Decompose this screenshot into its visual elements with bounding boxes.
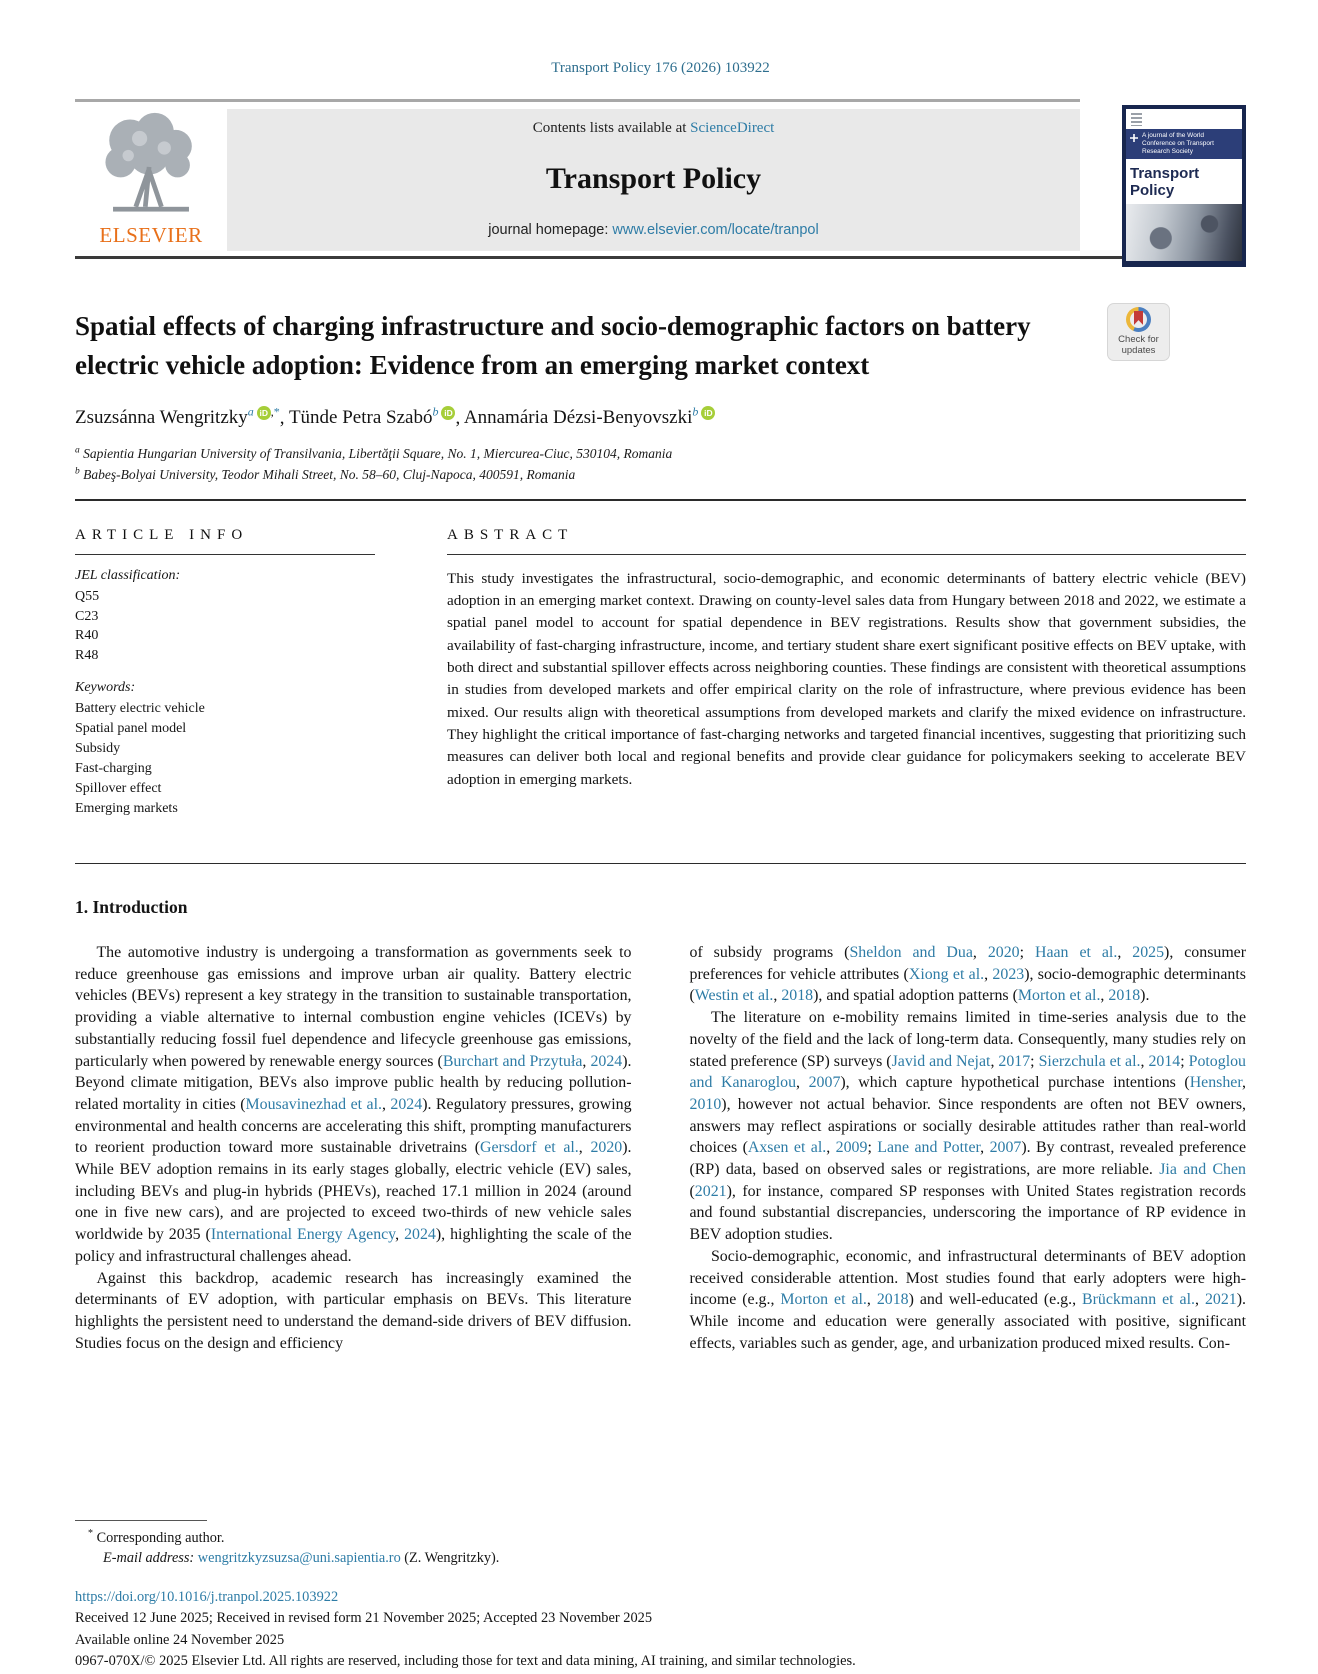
homepage-prefix: journal homepage: (488, 221, 613, 238)
homepage-line (488, 222, 818, 238)
citation-link[interactable]: Xiong et al. (908, 965, 985, 983)
author-name: Zsuzsánna Wengritzky$^a$ iD ,* (75, 404, 280, 428)
cover-society-line: A journal of the World Conference on Transport Research Society (1126, 129, 1242, 159)
citation-link[interactable]: Morton et al. (1017, 987, 1101, 1005)
authors-line: Zsuzsánna Wengritzky$^a$ iD ,*, Tünde Petra Szabó$^b$ iD , Annamária Dézsi-Benyovszki$^b$ iD (75, 405, 1246, 429)
paragraph: The automotive industry is undergoing a transformation as governments seek to reduce greenhouse gas emissions and improve urban air quality. Battery electric vehicles (BEVs) represent a key strategy in the transition to sustainable transportation, providing a viable alternative to internal combustion engine vehicles (ICEVs) by substantially reducing fossil fuel dependence and lifecycle greenhouse gas emissions, particularly when powered by renewable energy sources (Burchart and Przytuła, 2024). Beyond climate mitigation, BEVs also improve public health by reducing pollution-related mortality in cities (Mousavinezhad et al., 2024). Regulatory pressures, growing environmental and health concerns are accelerating this shift, prompting manufacturers to reorient production toward more sustainable drivetrains (Gersdorf et al., 2020). While BEV adoption remains in its early stages globally, electric vehicle (EV) sales, including BEVs and plug-in hybrids (PHEVs), reached 17.1 million in 2024 (around one in five new cars), and are projected to exceed two-thirds of new vehicle sales worldwide by 2035 (International Energy Agency, 2024), highlighting the scale of the policy and infrastructural challenges ahead. (75, 944, 632, 1265)
paragraph: The literature on e-mobility remains limited in time-series analysis due to the novelty of the field and the lack of long-term data. Consequently, many studies rely on stated preference (SP) surveys (Javid and Nejat, 2017; Sierzchula et al., 2014; Potoglou and Kanaroglou, 2007), which capture hypothetical purchase intentions (Hensher, 2010), however not actual behavior. Since respondents are often not BEV owners, answers may reflect aspirations or socially desirable attitudes rather than real-world choices (Axsen et al., 2009; Lane and Potter, 2007). By contrast, revealed preference (RP) data, based on observed sales or registrations, are more reliable. Jia and Chen (2021), for instance, compared SP responses with United States registration records and found substantial discrepancies, underscoring the importance of RP evidence in BEV adoption studies. (689, 1009, 1246, 1244)
footnote-rule (75, 1520, 207, 1521)
citation-link[interactable]: 2023 (992, 965, 1025, 983)
citation-link[interactable]: 2018 (1108, 987, 1141, 1005)
citation-link[interactable]: 2021 (694, 1182, 727, 1200)
abstract-rule (447, 554, 1246, 555)
crossmark-icon (1126, 307, 1151, 332)
citation-link[interactable]: 2014 (1148, 1052, 1181, 1070)
orcid-icon[interactable]: iD (441, 406, 455, 420)
copyright-line: 0967-070X/© 2025 Elsevier Ltd. All rights are reserved, including those for text and data mining, AI training, and similar technologies. (75, 1653, 856, 1670)
affiliation: $^b$ Babeş-Bolyai University, Teodor Mihali Street, No. 58–60, Cluj-Napoca, 400591, Romania (75, 466, 576, 483)
citation-link[interactable]: 2021 (1204, 1291, 1237, 1309)
abstract-text: This study investigates the infrastructural, socio-demographic, and economic determinants of battery electric vehicle (BEV) adoption in an emerging market context. Drawing on county-level sales data from Hungary between 2018 and 2022, we estimate a spatial panel model to account for spatial dependence in BEV registrations. Results show that government subsidies, the availability of fast-charging infrastructure, income, and tertiary student share exert significant positive effects on BEV uptake, with both direct and substantial spillover effects across neighboring counties. These findings are consistent with theoretical assumptions in studies from developed markets and offer empirical clarity on the role of infrastructure, where previous evidence has been mixed. Our results align with theoretical assumptions from developed markets and clarify the mixed evidence on infrastructure. They highlight the critical importance of fast-charging networks and targeted financial incentives, suggesting that prioritizing such measures can deliver both local and regional benefits and provide clear guidance for policymakers seeking to accelerate BEV adoption in emerging markets. (447, 569, 1246, 788)
keyword: Battery electric vehicle (75, 701, 205, 717)
citation-link[interactable]: 2018 (781, 987, 814, 1005)
affiliation: $^a$ Sapientia Hungarian University of Transilvania, Libertăţii Square, No. 1, Miercurea-Ciuc, 530104, Romania (75, 445, 673, 461)
keyword: Subsidy (75, 740, 121, 756)
citation-link[interactable]: Westin et al. (694, 987, 774, 1005)
citation-link[interactable]: 2024 (590, 1052, 623, 1070)
contents-prefix: Contents lists available at (532, 119, 691, 136)
citation-link[interactable]: Morton et al. (780, 1291, 867, 1309)
check-for-updates-badge[interactable]: Check for updates (1107, 303, 1170, 361)
citation-link[interactable]: Hensher (1189, 1074, 1243, 1092)
publication-info (75, 1589, 1246, 1671)
jel-code: C23 (75, 608, 99, 624)
citation-link[interactable]: Axsen et al. (747, 1139, 827, 1157)
paragraph: Socio-demographic, economic, and infrastructural determinants of BEV adoption received considerable attention. Most studies found that early adopters were high-income (e.g., Morton et al., 2018) and well-educated (e.g., Brückmann et al., 2021). While income and education were generally associated with positive, significant effects, variables such as gender, age, and urbanization produced mixed results. Con- (689, 1247, 1246, 1352)
left-column (75, 942, 632, 1494)
affiliations (75, 443, 1246, 486)
citation-link[interactable]: 2024 (404, 1226, 436, 1244)
sciencedirect-link[interactable]: ScienceDirect (690, 119, 775, 136)
homepage-link[interactable]: www.elsevier.com/locate/tranpol (612, 221, 819, 238)
abstract-column (447, 527, 1246, 847)
citation-link[interactable]: Brückmann et al. (1082, 1291, 1195, 1309)
author-name: Tünde Petra Szabó$^b$ iD (289, 407, 456, 428)
jel-code: Q55 (75, 588, 100, 604)
affiliation-ref: b (432, 404, 439, 419)
elsevier-wordmark: ELSEVIER (99, 222, 203, 247)
citation-link[interactable]: International Energy Agency (210, 1226, 396, 1244)
citation-link[interactable]: 2025 (1132, 944, 1165, 962)
orcid-icon[interactable]: iD (701, 406, 715, 420)
corresponding-author-note: * Corresponding author. (88, 1528, 225, 1546)
masthead-bottom-rule (75, 256, 1246, 259)
abstract-heading: ABSTRACT (447, 526, 574, 543)
orcid-icon[interactable]: iD (257, 406, 271, 420)
citation-link[interactable]: Gersdorf et al. (480, 1139, 579, 1157)
citation-link[interactable]: Burchart and Przytuła (442, 1052, 583, 1070)
elsevier-mini-logo-icon (1131, 113, 1142, 126)
article-info-heading: ARTICLE INFO (75, 526, 249, 543)
citation-link[interactable]: Potoglou and Kanaroglou (689, 1052, 1246, 1092)
right-column (690, 942, 1247, 1494)
citation-link[interactable]: 2007 (808, 1074, 841, 1092)
jel-label: JEL classification: (75, 567, 181, 583)
journal-reference: Transport Policy 176 (2026) 103922 (551, 60, 770, 76)
elsevier-logo (75, 109, 227, 251)
corresponding-author-mark: ,* (270, 404, 280, 419)
introduction-body (75, 942, 1246, 1494)
affiliation-ref: a (247, 404, 254, 419)
citation-link[interactable]: Mousavinezhad et al. (245, 1095, 382, 1113)
wctrs-logo-icon (1130, 134, 1138, 142)
citation-link[interactable]: 2017 (998, 1052, 1031, 1070)
affiliation-ref: b (692, 404, 699, 419)
email-label: E-mail address: (103, 1549, 195, 1566)
author-name: Annamária Dézsi-Benyovszki$^b$ iD (464, 407, 715, 428)
citation-link[interactable]: 2020 (590, 1139, 623, 1157)
citation-link[interactable]: 2024 (390, 1095, 423, 1113)
article-info-column (75, 527, 375, 847)
jel-code: R40 (75, 628, 99, 644)
doi-link[interactable]: https://doi.org/10.1016/j.tranpol.2025.103922 (75, 1588, 339, 1605)
citation-link[interactable]: Lane and Potter (877, 1139, 981, 1157)
email-suffix: (Z. Wengritzky). (400, 1549, 500, 1566)
info-abstract-section (75, 527, 1246, 847)
keyword: Spillover effect (75, 780, 162, 796)
journal-banner (227, 109, 1080, 251)
citation-link[interactable]: 2009 (835, 1139, 868, 1157)
masthead-top-rule (75, 99, 1080, 102)
keywords-label: Keywords: (75, 680, 136, 696)
paragraph: Against this backdrop, academic research has increasingly examined the determinants of EV adoption, with particular emphasis on BEVs. This literature highlights the persistent need to understand the demand-side drivers of BEV diffusion. Studies focus on the design and efficiency (75, 1269, 632, 1352)
title-block (75, 307, 1246, 385)
citation-link[interactable]: Javid and Nejat (891, 1052, 991, 1070)
journal-cover-thumbnail[interactable] (1122, 105, 1246, 267)
keyword: Spatial panel model (75, 721, 187, 737)
journal-name: Transport Policy (545, 162, 762, 195)
introduction-heading: 1. Introduction (75, 897, 188, 918)
contents-line (533, 120, 775, 137)
cover-journal-title: Transport Policy (1126, 159, 1242, 204)
cover-header (1126, 109, 1242, 129)
keyword: Fast-charging (75, 760, 152, 776)
article-info-rule (75, 554, 375, 555)
citation-link[interactable]: 2010 (689, 1095, 722, 1113)
keywords-list (75, 699, 375, 818)
citation-link[interactable]: Sheldon and Dua (849, 944, 973, 962)
divider (75, 863, 1246, 865)
citation-link[interactable]: 2007 (989, 1139, 1022, 1157)
divider (75, 499, 1246, 501)
article-title: Spatial effects of charging infrastructure and socio-demographic factors on battery electric vehicle adoption: Evidence from an emerging market context (75, 310, 1031, 380)
elsevier-tree-icon (94, 110, 208, 222)
jel-code: R48 (75, 648, 99, 664)
email-link[interactable]: wengritzkyzsuzsa@uni.sapientia.ro (197, 1549, 401, 1566)
received-dates: Received 12 June 2025; Received in revised form 21 November 2025; Accepted 23 November 2025 (75, 1610, 653, 1627)
citation-link[interactable]: 2018 (876, 1291, 909, 1309)
keyword: Emerging markets (75, 800, 178, 816)
available-online: Available online 24 November 2025 (75, 1631, 285, 1648)
citation-link[interactable]: Haan et al. (1034, 944, 1118, 962)
citation-link[interactable]: Sierzchula et al. (1038, 1052, 1141, 1070)
cover-artwork (1126, 204, 1242, 261)
citation-link[interactable]: 2020 (987, 944, 1020, 962)
jel-codes (75, 587, 375, 667)
footnotes (75, 1520, 1246, 1567)
email-line (75, 1550, 1246, 1567)
masthead (75, 99, 1246, 259)
paragraph: of subsidy programs (Sheldon and Dua, 2020; Haan et al., 2025), consumer preferences for vehicle attributes (Xiong et al., 2023), socio-demographic determinants (Westin et al., 2018), and spatial adoption patterns (Morton et al., 2018). (689, 944, 1246, 1005)
citation-link[interactable]: Jia and Chen (1159, 1161, 1246, 1179)
